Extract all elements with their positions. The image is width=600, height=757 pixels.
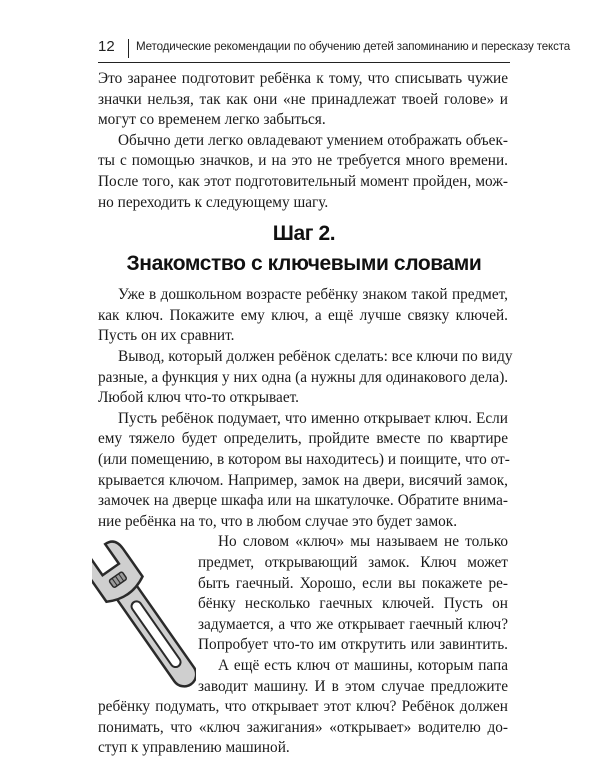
running-header	[98, 38, 571, 60]
paragraph-line: (или помещению, в котором вы находитесь) и поищите, что от-	[98, 451, 510, 468]
step-heading: Шаг 2.	[272, 222, 336, 246]
paragraph-line: предмет, открывающий замок. Ключ может	[198, 554, 508, 571]
paragraph-line: Это заранее подготовит ребёнка к тому, что списывать чужие	[98, 70, 508, 87]
paragraph-line: могут со временем легко забыться.	[98, 111, 326, 129]
paragraph-line: А ещё есть ключ от машины, которым папа	[218, 657, 508, 674]
paragraph-line: ты с помощью значков, и на это не требуется много времени.	[98, 152, 508, 170]
paragraph-line: бёнку несколько гаечных ключей. Пусть он	[198, 595, 508, 613]
header-rule	[98, 62, 510, 63]
paragraph-line: Уже в дошкольном возрасте ребёнку знаком такой предмет,	[118, 286, 508, 304]
paragraph-line: Пусть ребёнок подумает, что именно открывает ключ. Если	[118, 409, 508, 427]
section-title: Знакомство с ключевыми словами	[126, 252, 482, 276]
paragraph-line: понимать, что «ключ зажигания» «открывает» водителю до-	[98, 718, 508, 736]
paragraph-line: разные, а функция у них одна (а нужны для одинакового дела).	[98, 368, 509, 386]
paragraph-line: как ключ. Покажите ему ключ, а ещё лучше связку ключей.	[98, 306, 508, 324]
paragraph-line: ние ребёнка на то, что в любом случае это будет замок.	[98, 512, 458, 530]
paragraph-line: замочек на дверце шкафа или на шкатулочке. Обратите внима-	[98, 492, 508, 510]
header-divider	[128, 39, 129, 58]
paragraph-line: значки нельзя, так как они «не принадлежат твоей голове» и	[98, 90, 508, 108]
running-title: Методические рекомендации по обучению детей запоминанию и пересказу текста	[136, 40, 571, 53]
paragraph-line: заводит машину. И в этом случае предложите	[198, 677, 508, 695]
adjustable-wrench-icon	[92, 529, 196, 705]
paragraph-line: Вывод, который должен ребёнок сделать: все ключи по виду	[118, 348, 513, 365]
page-number: 12	[98, 38, 115, 55]
paragraph-line: ступ к управлению машиной.	[98, 739, 290, 757]
paragraph-line: ребёнку подумать, что открывает этот ключ? Ребёнок должен	[98, 698, 508, 716]
paragraph-line: После того, как этот подготовительный момент пройден, мож-	[98, 173, 508, 190]
paragraph-line: быть гаечный. Хорошо, если вы покажете ре-	[198, 574, 508, 592]
paragraph-line: ему тяжело будет определить, пройдите вместе по квартире	[98, 430, 508, 448]
paragraph-line: Но словом «ключ» мы называем не только	[218, 533, 508, 551]
paragraph-line: Пусть он их сравнит.	[98, 327, 235, 345]
paragraph-line: Попробует что-то им открутить или завинтить.	[198, 636, 508, 654]
paragraph-line: но переходить к следующему шагу.	[98, 193, 329, 211]
paragraph-line: крывается ключом. Например, замок на двери, висячий замок,	[98, 471, 508, 489]
paragraph-line: задумается, а что же открывает гаечный ключ?	[198, 615, 508, 633]
paragraph-line: Любой ключ что-то открывает.	[98, 389, 299, 407]
paragraph-line: Обычно дети легко овладевают умением отображать объек-	[118, 131, 508, 149]
